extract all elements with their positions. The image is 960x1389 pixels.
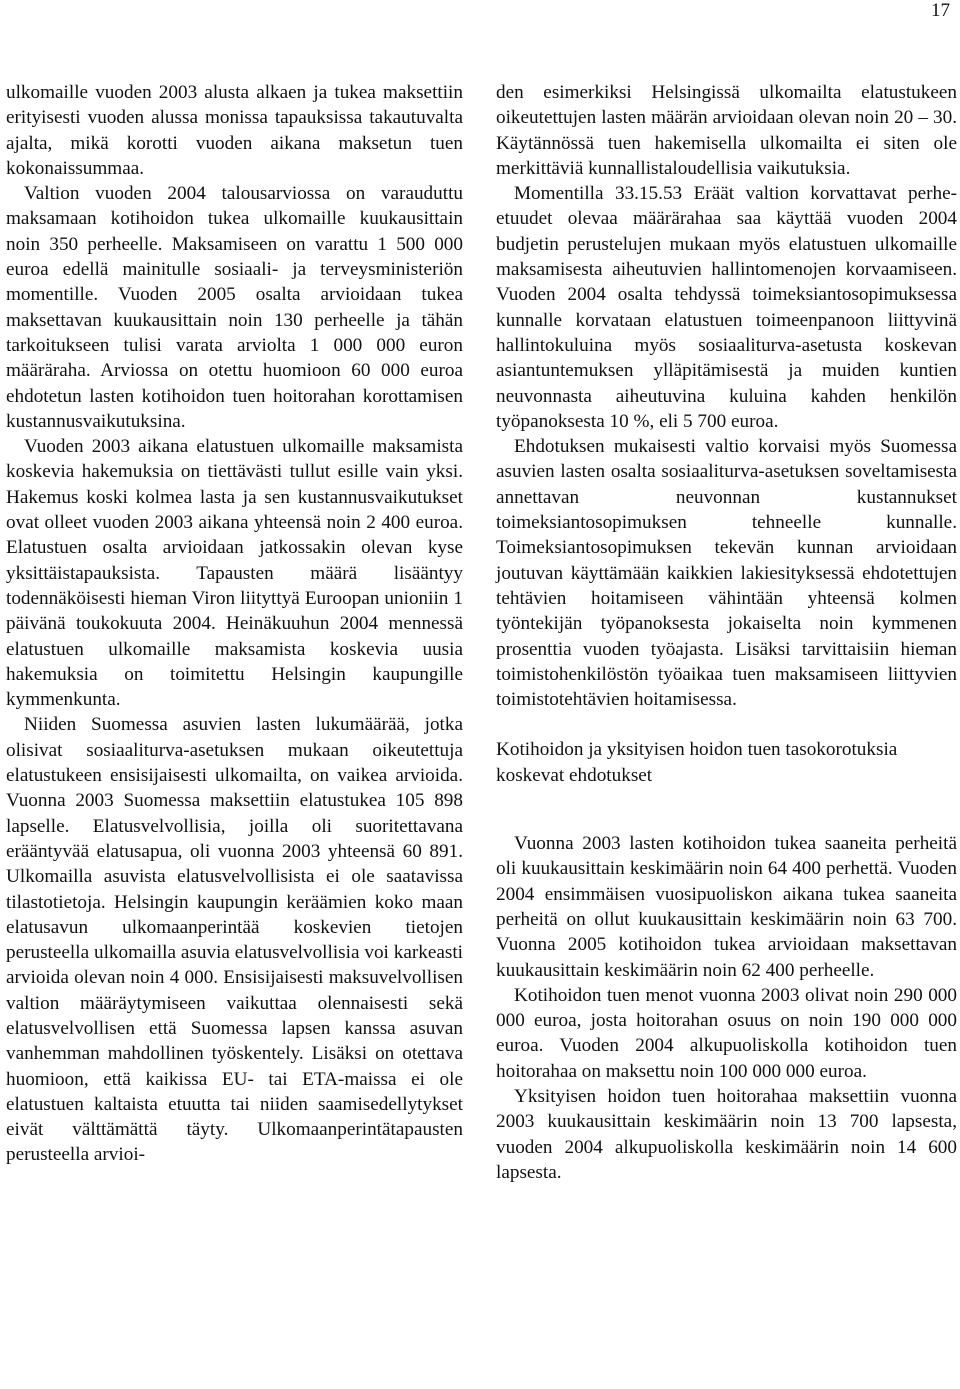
paragraph: Momentilla 33.15.53 Eräät valtion korvattavat perhe-etuudet olevaa määrärahaa saa käyttää vuoden 2004 budjetin perustelujen mukaan myös elatustuen ulkomaille maksamisesta aiheutuvien hallintomenojen korvaamiseen. Vuoden 2004 osalta tehdyssä toimeksiantosopimuksessa kunnalle korvataan elatustuen toimeenpanoon liittyvinä hallintokuluina myös sosiaaliturva-asetusta koskevan asiantuntemuksen ylläpitämisestä ja muiden kuntien neuvonnasta aiheutuvina kuluina kahden henkilön työpanoksesta 10 %, eli 5 700 euroa. xyxy=(496,183,957,432)
paragraph: Valtion vuoden 2004 talousarviossa on varauduttu maksamaan kotihoidon tukea ulkomaille kuukausittain noin 350 perheelle. Maksamiseen on varattu 1 500 000 euroa edellä mainitulle sosiaali- ja terveysministeriön momentille. Vuoden 2005 osalta arvioidaan tukea maksettavan kuukausittain noin 130 perheelle ja tähän tarkoitukseen tulisi varata arviolta 1 000 000 euron määräraha. Arviossa on otettu huomioon 60 000 euroa ehdotetun lasten kotihoidon tuen hoitorahan korottamisen kustannusvaikutuksina. xyxy=(6,183,463,432)
page-number: 17 xyxy=(931,0,950,21)
paragraph: Vuonna 2003 lasten kotihoidon tukea saaneita perheitä oli kuukausittain keskimäärin noin 64 400 perhettä. Vuoden 2004 ensimmäisen vuosipuoliskon aikana tukea saaneita perheitä on ollut kuukausittain keskimäärin noin 63 700. Vuonna 2005 kotihoidon tukea arvioidaan maksettavan kuukausittain keskimäärin noin 62 400 perheelle. xyxy=(496,833,957,981)
paragraph: den esimerkiksi Helsingissä ulkomailta elatustukeen oikeutettujen lasten määrän arvioidaan olevan noin 20 – 30. Käytännössä tuen hakemisella ulkomailta ei siten ole merkittäviä kunnallistaloudellisia vaikutuksia. xyxy=(496,82,957,179)
left-column xyxy=(6,80,463,1168)
paragraph: Yksityisen hoidon tuen hoitorahaa maksettiin vuonna 2003 kuukausittain keskimäärin noin 13 700 lapsesta, vuoden 2004 alkupuoliskolla keskimäärin noin 14 600 lapsesta. xyxy=(496,1085,957,1183)
right-column xyxy=(496,80,957,1185)
spacer xyxy=(496,712,957,737)
paragraph: Ehdotuksen mukaisesti valtio korvaisi myös Suomessa asuvien lasten osalta sosiaaliturva-asetuksen soveltamisesta annettavan neuvonnan kustannukset toimeksiantosopimuksen tehneelle kunnalle. Toimeksiantosopimuksen tekevän kunnan arvioidaan joutuvan käyttämään kaikkien lakiesityksessä ehdotettujen tehtävien hoitamiseen vähintään yhteensä kolmen työntekijän työpanoksesta jokaiselta noin kymmenen prosenttia vuoden työajasta. Lisäksi tarvittaisiin hieman toimistohenkilöstön työaikaa tuen maksamiseen liittyvien toimistotehtävien hoitamisessa. xyxy=(496,436,957,711)
section-heading: Kotihoidon ja yksityisen hoidon tuen tasokorotuksia koskevat ehdotukset xyxy=(496,739,898,786)
paragraph: Niiden Suomessa asuvien lasten lukumäärää, jotka olisivat sosiaaliturva-asetuksen mukaan oikeutettuja elatustukeen ensisijaisesti ulkomailta, on vaikea arvioida. Vuonna 2003 Suomessa maksettiin elatustukea 105 898 lapselle. Elatusvelvollisia, joilla oli suoritettavana erääntyvää elatusapua, oli vuonna 2003 yhteensä 60 891. Ulkomailla asuvista elatusvelvollisista ei ole saatavissa tilastotietoja. Helsingin kaupungin keräämien koko maan elatusavun ulkomaanperintää koskevien tietojen perusteella ulkomailla asuvia elatusvelvollisia voi karkeasti arvioida olevan noin 4 000. Ensisijaisesti maksuvelvollisen valtion määräytymiseen vaikuttaa olennaisesti sekä elatusvelvollisen että Suomessa lapsen kanssa asuvan vanhemman mahdollinen työskentely. Lisäksi on otettava huomioon, että kaikissa EU- tai ETA-maissa ei ole elatustuen kaltaista etuutta tai niiden saamisedellytykset eivät välttämättä täyty. Ulkomaanperintätapausten perusteella arvioi- xyxy=(6,714,463,1166)
paragraph: Kotihoidon tuen menot vuonna 2003 olivat noin 290 000 000 euroa, josta hoitorahan osuus on noin 190 000 000 euroa. Vuoden 2004 alkupuoliskolla kotihoidon tuen hoitorahaa on maksettu noin 100 000 000 euroa. xyxy=(496,984,957,1082)
paragraph: Vuoden 2003 aikana elatustuen ulkomaille maksamista koskevia hakemuksia on tiettävästi tullut esille vain yksi. Hakemus koski kolmea lasta ja sen kustannusvaikutukset ovat olleet vuoden 2003 aikana yhteensä noin 2 400 euroa. Elatustuen osalta arvioidaan jatkossakin olevan kyse yksittäistapauksista. Tapausten määrä lisääntyy todennäköisesti hieman Viron liityttyä Euroopan unioniin 1 päivänä toukokuuta 2004. Heinäkuuhun 2004 mennessä elatustuen ulkomaille maksamista koskevia uusia hakemuksia on toimitettu Helsingin kaupungille kymmenkunta. xyxy=(6,436,463,711)
paragraph: ulkomaille vuoden 2003 alusta alkaen ja tukea maksettiin erityisesti vuoden alussa monissa tapauksissa takautuvalta ajalta, mikä korotti vuoden aikana maksetun tuen kokonaissummaa. xyxy=(6,82,463,179)
spacer xyxy=(496,788,957,831)
